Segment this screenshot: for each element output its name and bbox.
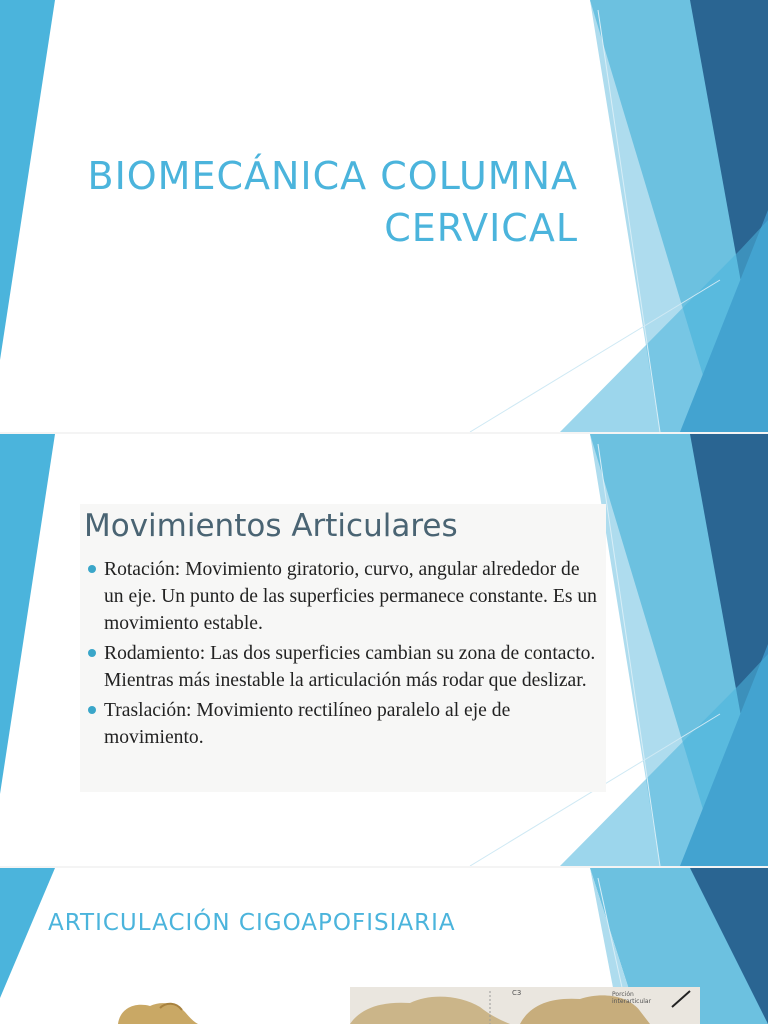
item-text: Traslación: Movimiento rectilíneo paralelo al eje de movimiento. [104, 700, 511, 748]
slide-articulacion [0, 868, 768, 1024]
slide-movimientos [0, 434, 768, 866]
bullet-icon [88, 706, 96, 714]
title-line-2: CERVICAL [384, 206, 578, 250]
movimientos-figure [80, 504, 606, 792]
vertebra-bone-icon [90, 998, 285, 1024]
list-item [88, 697, 603, 751]
slide-title-text [58, 150, 578, 254]
movements-list [88, 556, 603, 754]
slide-title [0, 0, 768, 432]
bullet-icon [88, 649, 96, 657]
item-text: Rodamiento: Las dos superficies cambian su zona de contacto. Mientras más inestable la articulación más rodar que deslizar. [104, 643, 596, 691]
porcion-label: Porción interarticular [612, 991, 652, 1005]
vertebra-photo-left [90, 998, 285, 1024]
list-item [88, 640, 603, 694]
vertebra-photo-right [350, 987, 700, 1024]
slide-3-title: ARTICULACIÓN CIGOAPOFISIARIA [48, 910, 456, 936]
list-item [88, 556, 603, 637]
figure-heading: Movimientos Articulares [84, 508, 458, 544]
bullet-icon [88, 565, 96, 573]
vertebra-label-c3: C3 [512, 989, 522, 997]
item-text: Rotación: Movimiento giratorio, curvo, angular alrededor de un eje. Un punto de las superficies permanece constante. Es un movimiento estable. [104, 559, 597, 634]
title-line-1: BIOMECÁNICA COLUMNA [87, 154, 578, 198]
